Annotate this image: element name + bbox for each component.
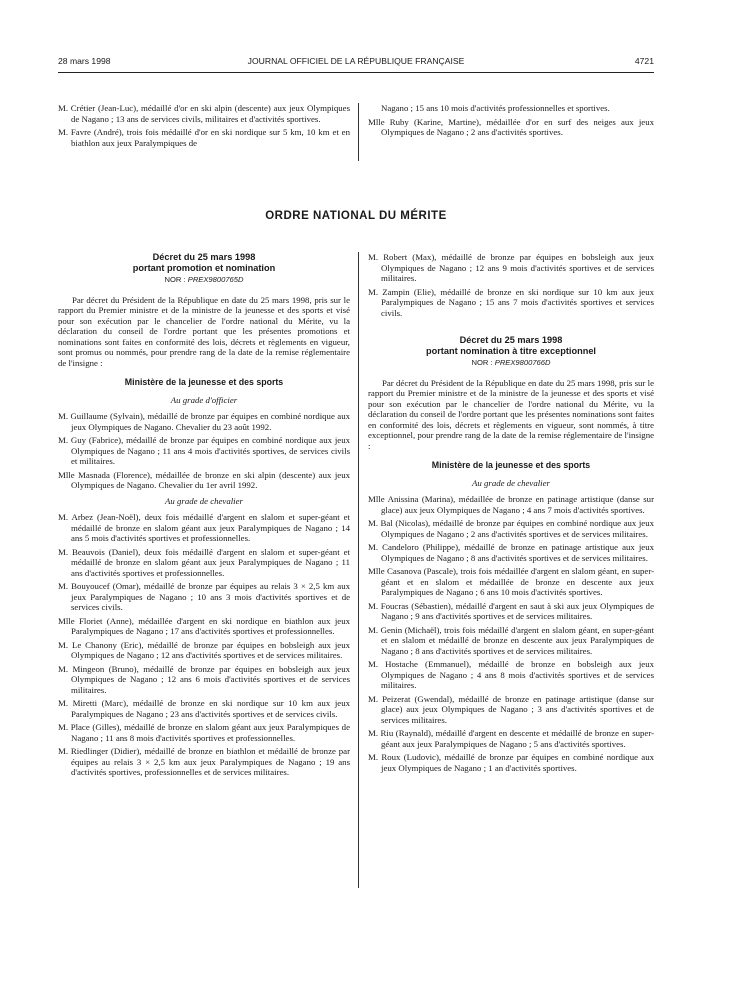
decree-intro: Par décret du Président de la République en date du 25 mars 1998, pris sur le rapport du Premier ministre et de la ministre de la jeunesse et des sports et visé pour son exécution par le chancelier de l'ordre national du Mérite, vu la déclaration du conseil de l'ordre portant que les présentes nominations sont faites en conformité des lois, décrets et règlements en vigueur, sont nommés, à titre exceptionnel, pour prendre rang de la date de la remise réglementaire de l'insigne : bbox=[368, 377, 654, 451]
list-item: M. Favre (André), trois fois médaillé d'or en ski nordique sur 5 km, 10 km et en biathlon aux jeux Paralympiques de bbox=[58, 127, 350, 148]
nor-reference: NOR : PREX9800766D bbox=[471, 358, 551, 367]
list-item: Mlle Ruby (Karine, Martine), médaillée d'or en surf des neiges aux jeux Olympiques de Nagano ; 2 ans d'activités sportives. bbox=[368, 116, 654, 137]
list-item: M. Guy (Fabrice), médaillé de bronze par équipes en combiné nordique aux jeux Olympiques de Nagano ; 11 ans 4 mois d'activités sportives, de services civils et militaires. bbox=[58, 435, 350, 466]
column-divider bbox=[358, 252, 359, 888]
list-item: M. Robert (Max), médaillé de bronze par équipes en bobsleigh aux jeux Olympiques de Nagano ; 12 ans 9 mois d'activités sportives et de services militaires. bbox=[368, 252, 654, 283]
top-right-column bbox=[368, 103, 654, 141]
right-column bbox=[368, 252, 654, 776]
header-rule bbox=[58, 72, 654, 73]
list-item: M. Miretti (Marc), médaillé de bronze en ski nordique sur 10 km aux jeux Paralympiques de Nagano ; 23 ans d'activités sportives et de services civils. bbox=[58, 698, 350, 719]
nor-reference: NOR : PREX9800765D bbox=[164, 275, 244, 284]
list-item: M. Roux (Ludovic), médaillé de bronze par équipes en combiné nordique aux jeux Olympiques de Nagano ; 1 an d'activités sportives. bbox=[368, 752, 654, 773]
header-page-number: 4721 bbox=[634, 56, 654, 66]
list-item: Mlle Floriet (Anne), médaillée d'argent en ski nordique en biathlon aux jeux Paralympiques de Nagano ; 17 ans d'activités sportives et professionnelles. bbox=[58, 615, 350, 636]
list-item: M. Peizerat (Gwendal), médaillé de bronze en patinage artistique (danse sur glace) aux jeux Olympiques de Nagano ; 3 ans d'activités sportives et de services militaires. bbox=[368, 693, 654, 725]
header-journal-title: JOURNAL OFFICIEL DE LA RÉPUBLIQUE FRANÇAISE bbox=[247, 56, 465, 66]
running-header bbox=[58, 56, 654, 70]
list-item: M. Candeloro (Philippe), médaillé de bronze en patinage artistique aux jeux Olympiques de Nagano ; 8 ans d'activités sportives et de services militaires. bbox=[368, 542, 654, 563]
list-item: M. Riedlinger (Didier), médaillé de bronze en biathlon et médaillé de bronze par équipes au relais 3 × 2,5 km aux jeux Paralympiques de Nagano ; 19 ans d'activités sportives, professionnelles et de services militaires. bbox=[58, 746, 350, 777]
list-item: Nagano ; 15 ans 10 mois d'activités professionnelles et sportives. bbox=[381, 103, 610, 113]
column-divider bbox=[358, 103, 359, 161]
ministry-heading: Ministère de la jeunesse et des sports bbox=[124, 377, 284, 387]
list-item: M. Arbez (Jean-Noël), deux fois médaillé d'argent en slalom et super-géant et médaillé de bronze en slalom géant aux jeux Paralympiques de Nagano ; 14 ans 5 mois d'activités sportives et professionnelles. bbox=[58, 512, 350, 543]
grade-heading: Au grade de chevalier bbox=[472, 477, 550, 488]
list-item: M. Zampin (Elie), médaillé de bronze en ski nordique sur 10 km aux jeux Paralympiques de Nagano ; 15 ans 7 mois d'activités sportives et services civils. bbox=[368, 286, 654, 318]
decree-subtitle: portant nomination à titre exceptionnel bbox=[426, 346, 596, 356]
list-item: M. Beauvois (Daniel), deux fois médaillé d'argent en slalom et super-géant et médaillé de bronze en slalom géant aux jeux Paralympiques de Nagano ; 11 ans d'activités sportives et professionnelles. bbox=[58, 546, 350, 578]
decree-title: Décret du 25 mars 1998 bbox=[152, 252, 256, 262]
list-item: M. Crétier (Jean-Luc), médaillé d'or en ski alpin (descente) aux jeux Olympiques de Nagano ; 13 ans de services civils, militaires et d'activités sportives. bbox=[58, 103, 350, 124]
list-item: M. Genin (Michaël), trois fois médaillé d'argent en slalom géant, en super-géant et en slalom et médaillé de bronze en descente aux jeux Paralympiques de Nagano ; 8 ans d'activités sportives et de services militaires. bbox=[368, 624, 654, 656]
list-item: M. Place (Gilles), médaillé de bronze en slalom géant aux jeux Paralympiques de Nagano ; 11 ans 8 mois d'activités sportives et professionnelles. bbox=[58, 722, 350, 743]
grade-heading: Au grade de chevalier bbox=[165, 495, 243, 506]
list-item: M. Foucras (Sébastien), médaillé d'argent en saut à ski aux jeux Olympiques de Nagano ; 9 ans d'activités sportives et de services militaires. bbox=[368, 600, 654, 621]
list-item: M. Hostache (Emmanuel), médaillé de bronze en bobsleigh aux jeux Olympiques de Nagano ; 4 ans 8 mois d'activités sportives et de services militaires. bbox=[368, 659, 654, 690]
list-item: Mlle Masnada (Florence), médaillée de bronze en ski alpin (descente) aux jeux Olympiques de Nagano. Chevalier du 1er avril 1992. bbox=[58, 469, 350, 490]
list-item: M. Bal (Nicolas), médaillé de bronze par équipes en combiné nordique aux jeux Olympiques de Nagano ; 2 ans d'activités sportives et de services militaires. bbox=[368, 518, 654, 539]
top-left-column bbox=[58, 103, 350, 151]
list-item: M. Guillaume (Sylvain), médaillé de bronze par équipes en combiné nordique aux jeux Olympiques de Nagano. Chevalier du 23 août 1992. bbox=[58, 411, 350, 432]
list-item: Mlle Anissina (Marina), médaillée de bronze en patinage artistique (danse sur glace) aux jeux Olympiques de Nagano ; 4 ans 7 mois d'activités sportives. bbox=[368, 494, 654, 515]
ministry-heading: Ministère de la jeunesse et des sports bbox=[431, 460, 591, 470]
header-date: 28 mars 1998 bbox=[58, 56, 111, 66]
list-item: M. Le Chanony (Eric), médaillé de bronze par équipes en bobsleigh aux jeux Olympiques de Nagano ; 12 ans d'activités sportives et de services militaires. bbox=[58, 639, 350, 660]
decree-title: Décret du 25 mars 1998 bbox=[459, 335, 563, 345]
decree-intro: Par décret du Président de la République en date du 25 mars 1998, pris sur le rapport du Premier ministre et de la ministre de la jeunesse et des sports et visé pour son exécution par le chancelier de l'ordre national du Mérite, vu la déclaration du conseil de l'ordre portant que les présentes promotions et nominations sont faites en conformité des lois, décrets et règlements en vigueur, sont promus ou nommés, pour prendre rang de la date de la remise réglementaire de l'insigne : bbox=[58, 294, 350, 368]
list-item: M. Riu (Raynald), médaillé d'argent en descente et médaillé de bronze en super-géant aux jeux Paralympiques de Nagano ; 5 ans d'activités sportives. bbox=[368, 728, 654, 749]
section-title: ORDRE NATIONAL DU MÉRITE bbox=[265, 210, 447, 222]
list-item: M. Mingeon (Bruno), médaillé de bronze par équipes en bobsleigh aux jeux Olympiques de Nagano ; 12 ans 6 mois d'activités sportives et de services militaires. bbox=[58, 663, 350, 695]
list-item: Mlle Casanova (Pascale), trois fois médaillée d'argent en slalom géant, en super-géant et en slalom et médaillée de bronze en descente aux jeux Paralympiques de Nagano ; 6 ans 10 mois d'activités sportives. bbox=[368, 566, 654, 597]
decree-subtitle: portant promotion et nomination bbox=[132, 263, 276, 273]
list-item: M. Bouyoucef (Omar), médaillé de bronze par équipes au relais 3 × 2,5 km aux jeux Paralympiques de Nagano ; 10 ans 3 mois d'activités sportives et de services civils. bbox=[58, 581, 350, 612]
grade-heading: Au grade d'officier bbox=[170, 394, 238, 405]
left-column bbox=[58, 252, 350, 781]
